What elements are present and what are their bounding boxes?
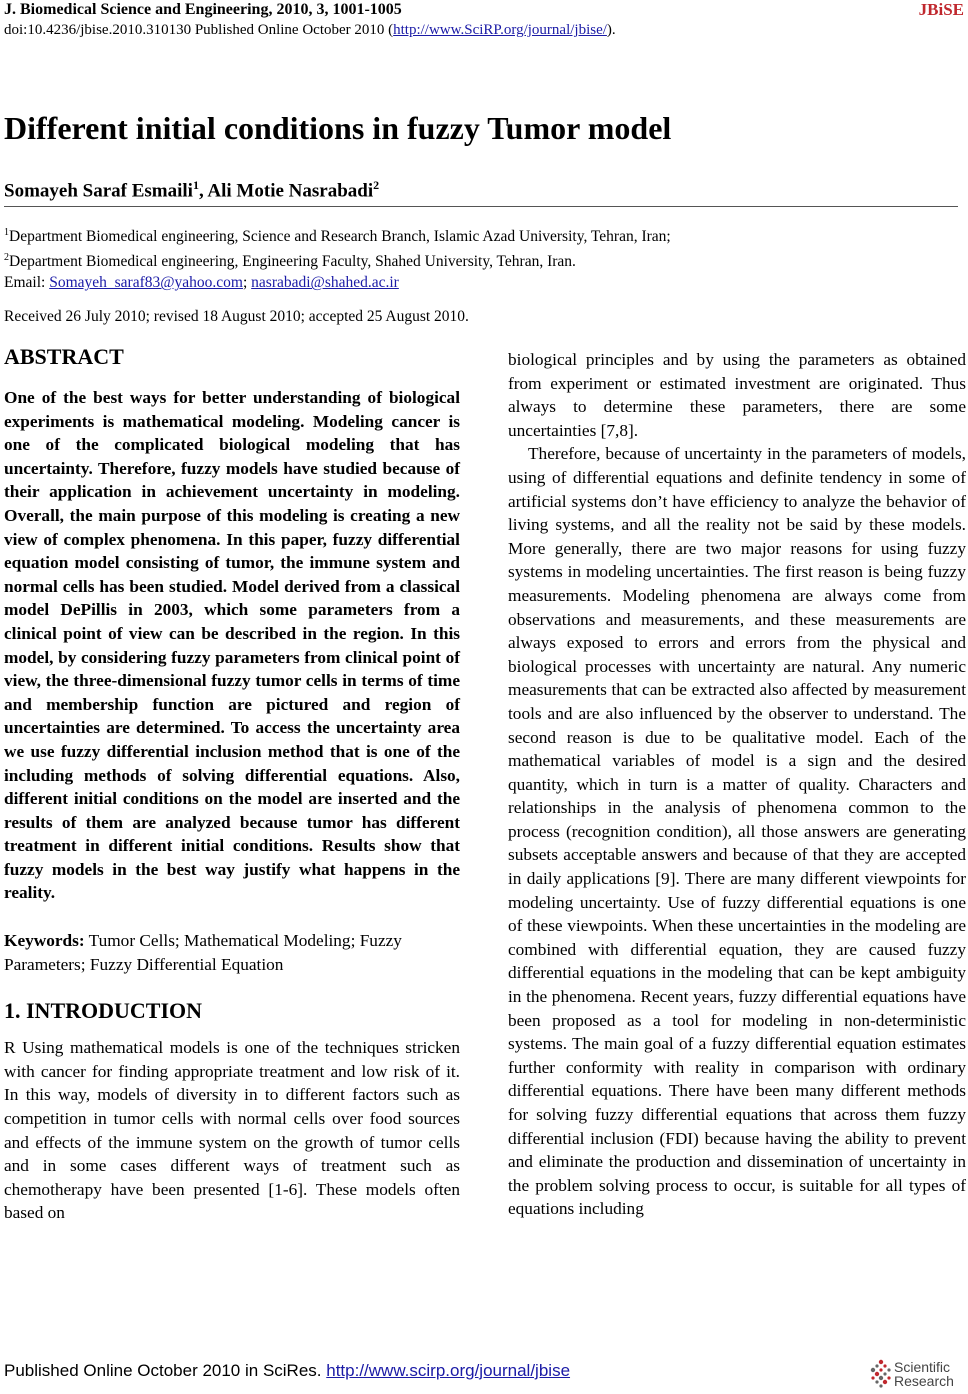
paper-title: Different initial conditions in fuzzy Tumor model	[4, 110, 672, 146]
email-link-2[interactable]: nasrabadi@shahed.ac.ir	[251, 274, 399, 292]
logo-dot	[883, 1380, 887, 1384]
logo-dot	[879, 1368, 882, 1371]
intro-paragraph-1-continued: biological principles and by using the parameters as obtained from experiment or estimated investment are originated. Thus always to determine these parameters, there are some uncertainties [7,8].	[508, 350, 966, 440]
keywords-label: Keywords:	[4, 931, 85, 951]
logo-dot	[883, 1372, 886, 1375]
author-name: Ali Motie Nasrabadi	[207, 180, 374, 202]
logo-line-1: Scientific	[894, 1359, 951, 1375]
affiliation-1	[4, 222, 954, 247]
journal-citation: J. Biomedical Science and Engineering, 2010, 3, 1001-1005	[4, 1, 402, 18]
doi-line	[4, 20, 804, 40]
author-list	[4, 172, 379, 204]
intro-paragraph-1: R Using mathematical models is one of the techniques stricken with cancer for finding appropriate treatment and low risk of it. In this way, models of diversity in to different factors such as competition in tumor cells with normal cells over food sources and effects of the immune system on the growth of tumor cells and in some cases different ways of treatment such as chemotherapy have been presented [1-6]. These models often based on	[4, 1038, 460, 1223]
introduction-heading: 1. INTRODUCTION	[4, 998, 203, 1024]
author-name: Somayeh Saraf Esmaili	[4, 180, 193, 202]
keywords-text: Tumor Cells; Mathematical Modeling; Fuzzy Parameters; Fuzzy Differential Equation	[4, 931, 402, 974]
affiliation-mark: 1	[4, 227, 9, 238]
doi-text: doi:10.4236/jbise.2010.310130 Published Online October 2010 (	[4, 22, 394, 38]
publisher-logo-icon	[870, 1358, 892, 1388]
email-line	[4, 272, 954, 293]
doi-suffix: ).	[606, 22, 616, 38]
journal-link[interactable]: http://www.SciRP.org/journal/jbise/	[393, 22, 607, 38]
journal-badge: JBiSE	[918, 0, 964, 19]
affiliation-2	[4, 247, 954, 272]
page-footer	[4, 1360, 570, 1382]
received-dates: Received 26 July 2010; revised 18 August 2010; accepted 25 August 2010.	[4, 308, 469, 325]
header-divider	[4, 206, 958, 207]
logo-line-2: Research	[894, 1373, 954, 1389]
left-column	[4, 342, 460, 1225]
affiliation-text: Department Biomedical engineering, Science and Research Branch, Islamic Azad University, Tehran, Iran;	[9, 228, 671, 246]
logo-dot	[875, 1372, 879, 1376]
logo-dot	[887, 1376, 890, 1379]
abstract-text: One of the best ways for better understanding of biological experiments is mathematical modeling. Modeling cancer is one of the complicated biological modeling that has uncertainty. Therefore, fuzzy models have studied because of their application in achievement uncertainty in modeling. Overall, the main purpose of this modeling is creating a new view of complex phenomena. In this paper, fuzzy differential equation model consisting of tumor, the immune system and normal cells has been studied. Model derived from a classical model DePillis in 2003, which some parameters from a clinical point of view can be described in the region. In this model, by considering fuzzy parameters from clinical point of view, the three-dimensional fuzzy tumor cells in terms of time and membership function are pictured and region of uncertainties are determined. To access the uncertainty area we use fuzzy differential inclusion method that is one of the including methods of solving differential equations. Also, different initial conditions on the model are inserted and the results of them are analyzed because tumor has different treatment in different initial conditions. Results show that fuzzy models in the best way justify what happens in the reality.	[4, 388, 460, 903]
logo-dot	[879, 1384, 882, 1387]
logo-dot	[887, 1368, 890, 1371]
logo-dot	[871, 1368, 875, 1372]
logo-dot	[875, 1380, 878, 1383]
abstract-heading: ABSTRACT	[4, 344, 124, 369]
intro-paragraph-2: Therefore, because of uncertainty in the parameters of models, using of differential equations and definite tendency in some of artificial systems don’t have efficiency to analyze the behavior of living systems, and all the reality not be said by these models. More generally, there are two major reasons for using fuzzy systems in modeling uncertainties. The first reason is being fuzzy measurements. Modeling phenomena are always come from observations and measurements, and these measurements are always exposed to errors and errors from the physical and biological processes with uncertainty are natural. Any numeric measurements that can be extracted also affected by measurement tools and are also influenced by the observer to understand. The second reason is due to be qualitative model. Each of the mathematical variables of model is a sign and the desired quantity, which in turn is a matter of quality. Characters and relationships in the analysis of phenomena common to the process (recognition condition), all those answers are generating subsets acceptable answers and because of that they are accepted in daily applications [9]. There are many different viewpoints for modeling uncertainty. Use of fuzzy differential equations is one of these viewpoints. When these uncertainties in the modeling are combined with differential equation, they are caused fuzzy differential equations in the modeling that can be kept ambiguity in the phenomena. Recent years, fuzzy differential equations have been proposed as a tool for modeling in non-deterministic systems. The main goal of a fuzzy differential equation estimates further conformity with reality in comparison with ordinary differential equations. There have been many different methods for solving fuzzy differential equations that across them fuzzy differential inclusion (FDI) because having the ability to prevent and eliminate the production and dissemination of uncertainty in the problem solving process to occur, is suitable for all types of equations including	[508, 444, 966, 1219]
footer-text: Published Online October 2010 in SciRes.	[4, 1361, 327, 1380]
logo-dot	[871, 1376, 874, 1379]
logo-dot	[883, 1364, 886, 1367]
affiliation-text: Department Biomedical engineering, Engineering Faculty, Shahed University, Tehran, Iran.	[9, 253, 576, 271]
affiliation-mark: 2	[4, 252, 9, 264]
logo-dot	[875, 1364, 878, 1367]
email-separator: ;	[242, 274, 252, 292]
footer-link[interactable]: http://www.scirp.org/journal/jbise	[326, 1361, 571, 1380]
keywords	[4, 929, 460, 976]
author-affiliation-mark: 2	[373, 178, 380, 192]
logo-dot	[879, 1376, 883, 1380]
publisher-logo-text	[894, 1360, 954, 1388]
author-affiliation-mark: 1	[192, 178, 199, 192]
affiliations	[4, 222, 954, 293]
email-link-1[interactable]: Somayeh_saraf83@yahoo.com	[49, 274, 243, 292]
journal-header	[4, 0, 804, 40]
email-label: Email:	[4, 274, 50, 292]
logo-dot	[879, 1360, 883, 1364]
author-separator: ,	[198, 180, 208, 202]
right-column	[508, 348, 966, 1221]
publisher-logo	[870, 1358, 962, 1392]
